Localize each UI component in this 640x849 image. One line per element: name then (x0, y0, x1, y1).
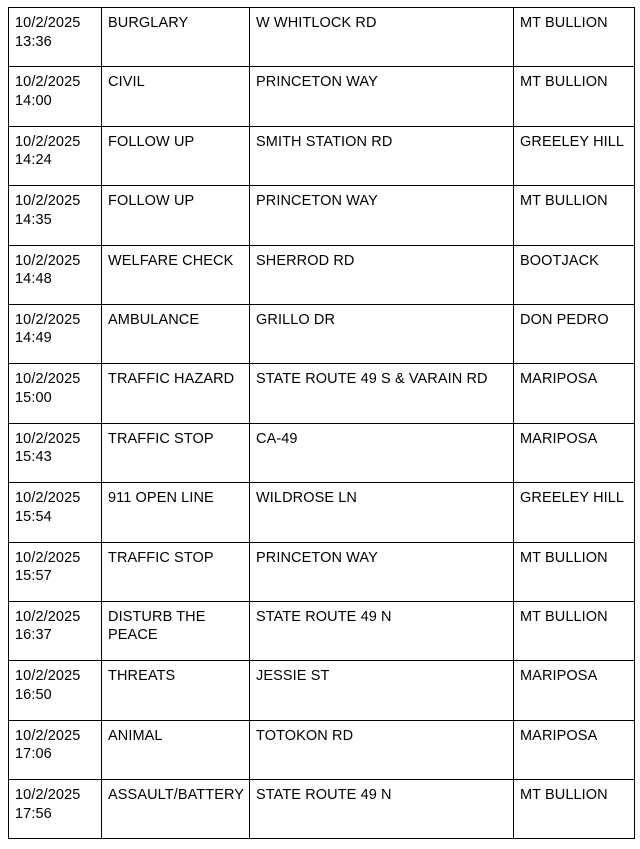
call-date: 10/2/2025 (15, 193, 81, 210)
table-row (9, 483, 635, 542)
datetime-cell (9, 364, 102, 423)
location-cell: STATE ROUTE 49 N (250, 780, 514, 839)
location-cell: SMITH STATION RD (250, 126, 514, 185)
call-date: 10/2/2025 (15, 15, 81, 31)
call-date: 10/2/2025 (15, 311, 81, 328)
call-date: 10/2/2025 (15, 490, 81, 507)
call-log-body (9, 8, 635, 839)
datetime-cell (9, 423, 102, 482)
area-cell: MT BULLION (514, 780, 635, 839)
call-type-cell: FOLLOW UP (102, 126, 250, 185)
area-cell: GREELEY HILL (514, 483, 635, 542)
call-time: 13:36 (15, 33, 52, 50)
call-date: 10/2/2025 (15, 371, 81, 388)
location-cell: WILDROSE LN (250, 483, 514, 542)
location-cell: PRINCETON WAY (250, 542, 514, 601)
call-type-cell: ANIMAL (102, 720, 250, 779)
datetime-cell (9, 661, 102, 720)
call-time: 14:35 (15, 211, 52, 228)
table-row (9, 780, 635, 839)
datetime-cell (9, 542, 102, 601)
datetime-cell (9, 186, 102, 245)
table-row (9, 245, 635, 304)
call-date: 10/2/2025 (15, 74, 81, 91)
location-cell: W WHITLOCK RD (250, 8, 514, 67)
area-cell: MARIPOSA (514, 423, 635, 482)
call-time: 17:56 (15, 805, 52, 822)
location-cell: STATE ROUTE 49 S & VARAIN RD (250, 364, 514, 423)
call-date: 10/2/2025 (15, 549, 81, 566)
call-date: 10/2/2025 (15, 608, 81, 625)
call-type-cell: TRAFFIC HAZARD (102, 364, 250, 423)
call-time: 14:49 (15, 330, 52, 347)
call-time: 15:57 (15, 568, 52, 585)
area-cell: MT BULLION (514, 186, 635, 245)
call-type-cell: BURGLARY (102, 8, 250, 67)
datetime-cell (9, 780, 102, 839)
area-cell: MT BULLION (514, 67, 635, 126)
call-date: 10/2/2025 (15, 727, 81, 744)
call-type-cell: TRAFFIC STOP (102, 423, 250, 482)
table-row (9, 126, 635, 185)
location-cell: PRINCETON WAY (250, 186, 514, 245)
location-cell: GRILLO DR (250, 304, 514, 363)
table-row (9, 186, 635, 245)
datetime-cell (9, 720, 102, 779)
table-row (9, 8, 635, 67)
call-date: 10/2/2025 (15, 252, 81, 269)
call-time: 14:48 (15, 271, 52, 288)
call-time: 14:24 (15, 152, 52, 169)
call-type-cell: CIVIL (102, 67, 250, 126)
table-row (9, 67, 635, 126)
location-cell: STATE ROUTE 49 N (250, 601, 514, 660)
location-cell: JESSIE ST (250, 661, 514, 720)
table-row (9, 542, 635, 601)
datetime-cell (9, 67, 102, 126)
datetime-cell (9, 483, 102, 542)
call-time: 16:37 (15, 627, 52, 644)
table-row (9, 304, 635, 363)
area-cell: MARIPOSA (514, 661, 635, 720)
call-type-cell: FOLLOW UP (102, 186, 250, 245)
call-date: 10/2/2025 (15, 787, 81, 804)
area-cell: BOOTJACK (514, 245, 635, 304)
area-cell: MT BULLION (514, 8, 635, 67)
location-cell: CA-49 (250, 423, 514, 482)
call-time: 16:50 (15, 686, 52, 703)
call-date: 10/2/2025 (15, 430, 81, 447)
call-type-cell: WELFARE CHECK (102, 245, 250, 304)
table-row (9, 423, 635, 482)
table-row (9, 364, 635, 423)
datetime-cell (9, 245, 102, 304)
call-type-cell: AMBULANCE (102, 304, 250, 363)
call-time: 15:00 (15, 389, 52, 406)
call-log-table (8, 7, 635, 839)
call-time: 15:54 (15, 508, 52, 525)
datetime-cell (9, 126, 102, 185)
table-row (9, 661, 635, 720)
call-type-cell: THREATS (102, 661, 250, 720)
area-cell: MT BULLION (514, 601, 635, 660)
datetime-cell (9, 601, 102, 660)
call-type-cell: ASSAULT/BATTERY (102, 780, 250, 839)
call-time: 17:06 (15, 746, 52, 763)
call-date: 10/2/2025 (15, 133, 81, 150)
area-cell: GREELEY HILL (514, 126, 635, 185)
call-type-cell: DISTURB THE PEACE (102, 601, 250, 660)
location-cell: TOTOKON RD (250, 720, 514, 779)
datetime-cell (9, 8, 102, 67)
call-type-cell: TRAFFIC STOP (102, 542, 250, 601)
datetime-cell (9, 304, 102, 363)
area-cell: MARIPOSA (514, 720, 635, 779)
table-row (9, 720, 635, 779)
area-cell: MT BULLION (514, 542, 635, 601)
call-time: 14:00 (15, 92, 52, 109)
call-time: 15:43 (15, 449, 52, 466)
location-cell: PRINCETON WAY (250, 67, 514, 126)
call-date: 10/2/2025 (15, 668, 81, 685)
call-type-cell: 911 OPEN LINE (102, 483, 250, 542)
table-row (9, 601, 635, 660)
area-cell: MARIPOSA (514, 364, 635, 423)
area-cell: DON PEDRO (514, 304, 635, 363)
location-cell: SHERROD RD (250, 245, 514, 304)
